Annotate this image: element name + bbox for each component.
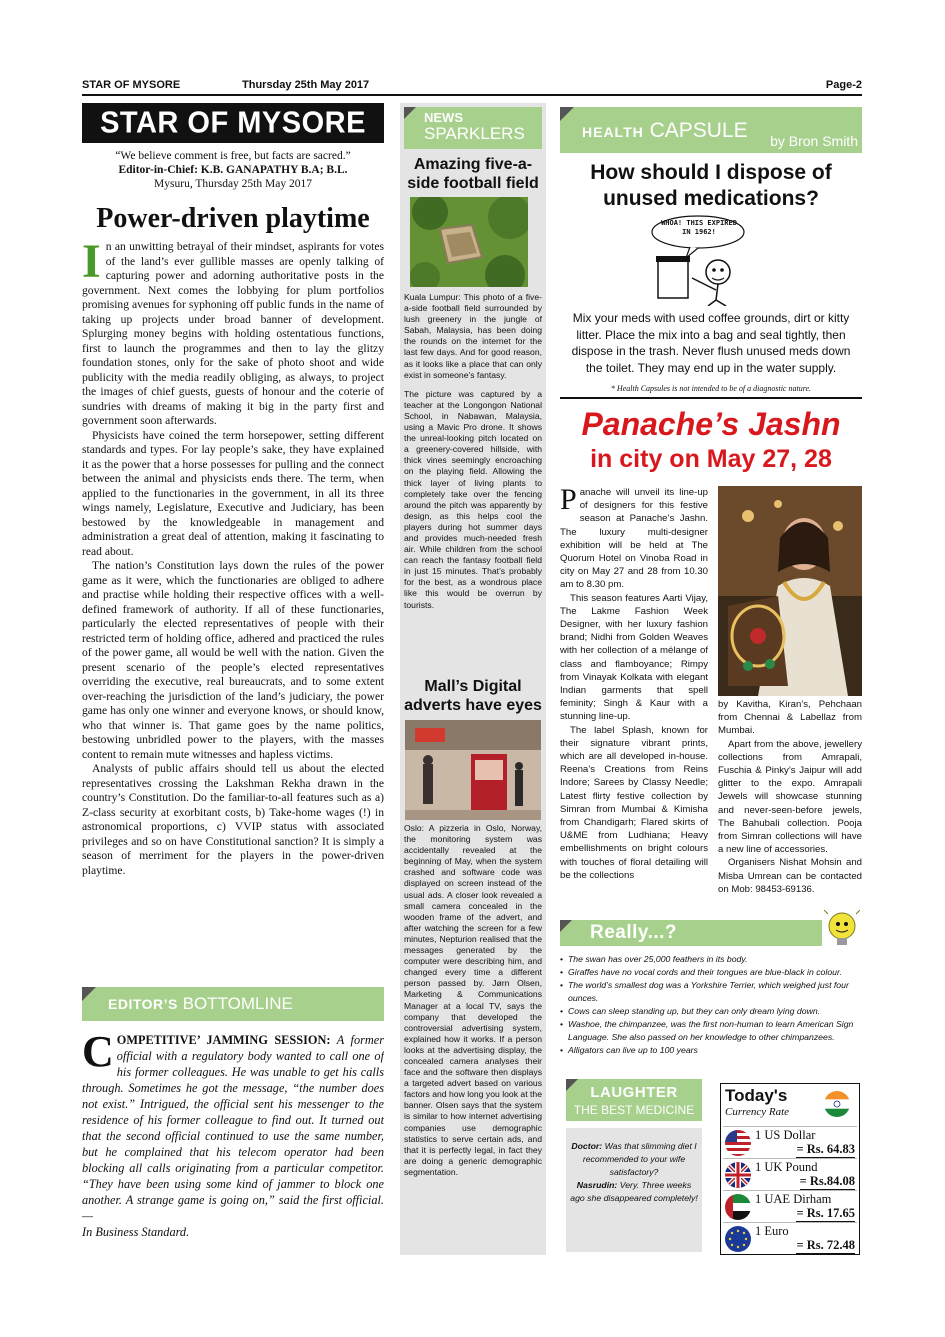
- header-date: Thursday 25th May 2017: [242, 79, 370, 91]
- panache-headline: [560, 405, 862, 475]
- really-ribbon: [560, 920, 822, 946]
- story-paragraph: Kuala Lumpur: This photo of a five-a-side football field surrounded by lush greenery in the jungle of Sabah, Malaysia, has been doing the rounds on the internet for the last few days. And for good reason, as it looks like a place that can only exist in someone’s fantasy.: [404, 292, 542, 380]
- really-label: Really...?: [590, 922, 678, 943]
- panache-body-left: [560, 486, 708, 912]
- panache-paragraph: The label Splash, known for their signature vibrant prints, which are all developed in-house. Reena’s Creations from Reins Indore; Sarees by Classy Needle; Latest flirty festive collection by Simran from Mumbai & Kimisha from Chandigarh; Flared skirts of U&ME from Ludhiana; Heavy embellishments on bright colours with touches of floral detailing will be the collections: [560, 724, 708, 881]
- currency-value: = Rs. 72.48: [796, 1238, 855, 1252]
- currency-value: = Rs. 17.65: [796, 1206, 855, 1220]
- panache-paragraph: Organisers Nishat Mohsin and Misba Umrean can be contacted on Mob: 98453-69136.: [718, 857, 862, 895]
- laughter-ribbon: [566, 1079, 702, 1121]
- rate-row: [723, 1190, 857, 1221]
- currency-value: = Rs. 64.83: [796, 1142, 855, 1156]
- health-label-a: HEALTH: [582, 124, 644, 140]
- panache-paragraph: by Kavitha, Kiran’s, Pehchaan from Chennai & Labellaz from Mumbai.: [718, 699, 862, 737]
- laughter-label-b: THE BEST MEDICINE: [573, 1103, 695, 1117]
- speaker-label: Nasrudin:: [576, 1180, 618, 1190]
- currency-rates-box: [720, 1083, 860, 1255]
- rate-row: [723, 1126, 857, 1157]
- editorial-text: n an unwitting betrayal of their mindset, aspirants for votes of the land’s ever gullible masses are openly talking of capturing power and adorning authoritative posts in the government. Next comes the lobbying for plum portfolios promising avenues for syphoning off public funds in the name of taking up projects under broad banner of development. Splurging money begins with holding ostentatious functions, first to launch the programmes and then to lay the glitzy foundation stones, only for the sake of photo shoot and wide publicity with the media readily obliging, as always, to project the images of chief guests, guests of honour and the coterie of sundries with dreams of making it big in the party first and government soon afterwards.: [82, 240, 384, 427]
- story-body: [404, 823, 542, 1178]
- currency-name: 1 Euro: [755, 1224, 789, 1238]
- india-flag-icon: [823, 1090, 851, 1118]
- currency-name: 1 US Dollar: [755, 1128, 816, 1142]
- bottomline-label-b: BOTTOMLINE: [182, 994, 293, 1013]
- laughter-label-a: LAUGHTER: [590, 1084, 678, 1101]
- masthead: [82, 103, 384, 143]
- story-paragraph: Oslo: A pizzeria in Oslo, Norway, the monitoring system was accidentally revealed at the beginning of May, when the system crashed and software code was displayed on screen instead of the usual ads. A closer look revealed a small camera concealed in the wooden frame of the advert, and after watching the screen for a few minutes, Nepturion realised that the messages generated by the computer were describing him, and changed every time a different person passed by. Jørn Olsen, Marketing & Communications Manager at a local TV, says the company that developed the controversial advertising system, explained how it works. If a person looks at the advertising display, the concealed camera analyses their face and the software then displays a targeted advert based on various factors and how long you look at the banner. Olsen says that the system is similar to how internet advertising companies use demographic statistics to serve certain ads, and that it is perfectly legal, in fact they are doing a generic demographic segmentation.: [404, 823, 542, 1177]
- masthead-title: STAR OF MYSORE: [100, 106, 366, 140]
- bottomline-body: [82, 1032, 384, 1262]
- fact-item: • Giraffes have no vocal cords and their tongues are blue-black in colour.: [560, 966, 862, 979]
- panache-paragraph: [560, 486, 708, 592]
- editorial-paragraph: The nation’s Constitution lays down the rules of the power game as it were, which the functionaries are obliged to adhere and practise while holding their respective offices with a well-defined framework of authority. If all of these functionaries, particularly the elected representatives of people with their restricted term of holding office, adhered and practiced the rules of the power game, all would be well with the nation. Given the present scenario of the people’s elected representatives overriding the executive, real bureaucrats, and to some extent over-reaching the jurisdiction of the land’s judiciary, the power game has only one winner and everyone knows, or should know, who that winner is. That game goes by the name politics, bestowing unbridled power to the players, with the masses content to remain mute witnesses and hapless victims.: [82, 559, 384, 761]
- masthead-info: [82, 149, 384, 191]
- speaker-text: Very. Three weeks ago she disappeared completely!: [570, 1180, 698, 1203]
- rate-row: [723, 1158, 857, 1189]
- fact-item: • Alligators can live up to 100 years: [560, 1044, 862, 1057]
- health-title: How should I dispose of unused medications?: [590, 161, 832, 210]
- uae-flag-icon: [725, 1194, 751, 1220]
- drop-cap: P: [560, 486, 577, 516]
- panache-text: anache will unveil its line-up of designers for this festive season at Panache’s Jashn. The luxury multi-designer exhibition will be held at The Quorum Hotel on Vinoba Road in city on May 27 and 28 from 10.30 am to 8.30 pm.: [560, 487, 708, 591]
- bottomline-text: A former official with a regulatory body wanted to call one of his former colleagues. He was unable to get his calls through. Sometimes he got the message, “the number does not exist.” Intrigued, the official sent his messenger to the residence of his former colleague to find out. It turned out that the second official continued to use the same number, but he complained that his telecom operator had been blocking all calls originating from a particular competitor. “They have been using some kind of jammer to block one another. A strange game is going on,” said the first official. —: [82, 1033, 384, 1223]
- panache-paragraph: This season features Aarti Vijay, The Lakme Fashion Week Designer, with her luxury fashion brand; Nidhi from Golden Weaves with her collection of a mélange of class and flamboyance; Rimpy from Vinayak Kolkata with elegant Indian garments that spell feminity; Singh & Kaur with a stunning line-up.: [560, 592, 708, 723]
- story-title: Amazing five-a-side football field: [407, 156, 539, 192]
- currency-name: 1 UAE Dirham: [755, 1192, 832, 1206]
- cartoon-caption: WHOA! THIS EXPIRED IN 1962!: [661, 219, 737, 236]
- laughter-joke: [566, 1128, 702, 1252]
- eu-flag-icon: [725, 1226, 751, 1252]
- really-facts-list: [560, 953, 862, 1057]
- header-page-number: Page-2: [825, 79, 862, 91]
- editorial-paragraph: Analysts of public affairs should tell us about the elected representatives crossing the Lakshman Rekha drawn in the country’s Constitution. Do the familiar-to-all features such as a) Z-class security at exorbitant costs, b) Take-home wages (!) in astronomical proportions, c) VVIP status with associated privileges and so on have Constitutional sanction? It is simply a season of merriment for the players in the power-driven playtime.: [82, 762, 384, 877]
- story-body: [404, 292, 542, 611]
- pill-bottle-cartoon: [650, 214, 770, 306]
- drop-cap: C: [82, 1032, 114, 1076]
- panache-body-right: [718, 698, 862, 896]
- health-capsule-ribbon: [560, 107, 862, 153]
- health-disclaimer: * Health Capsules is not intended to be of a diagnostic nature.: [560, 384, 862, 399]
- currency-value: = Rs.84.08: [799, 1174, 855, 1188]
- us-flag-icon: [725, 1130, 751, 1156]
- editorial-paragraph: Physicists have coined the term horsepower, setting different standards and types. For lay people’s sake, they have explained it as the power that a horse possesses for pulling and the connect between the animal and physicists ends there. The term, when applied to the functionaries in the government, in all its three wings namely, Legislature, Executive and Judiciary, has been bestowed by the knowledgeable in management and administration a great deal of attention, making it fascinating to read about.: [82, 428, 384, 558]
- health-text: Mix your meds with used coffee grounds, dirt or kitty litter. Place the mix into a bag and seal tightly, then dispose in the trash. Never flush unused meds down the toilet. They may end up in the water supply.: [571, 311, 851, 375]
- header-paper-name: STAR OF MYSORE: [82, 79, 181, 91]
- editorial-title: Power-driven playtime: [96, 203, 370, 234]
- uk-flag-icon: [725, 1162, 751, 1188]
- speaker-text: Was that slimming diet I recommended to your wife satisfactory?: [582, 1141, 697, 1177]
- panache-paragraph: Apart from the above, jewellery collections from Amrapali, Fuschia & Pinky’s Jaipur will add glitter to the expo. Amrapali Jewels will showcase stunning and never-seen-before jewels, The Bahubali collection. Pooja from Simran collections will have a new line of accessories.: [718, 738, 862, 856]
- model-photo: [718, 486, 862, 696]
- rate-row: [723, 1222, 857, 1253]
- fact-item: • Washoe, the chimpanzee, was the first non-human to learn American Sign Language. She also passed on her knowledge to other chimpanzees.: [560, 1018, 862, 1044]
- panache-title-line2: in city on May 27, 28: [590, 445, 832, 473]
- story-paragraph: The picture was captured by a teacher at the Longongon National School, in Nabawan, Malaysia, using a Mavic Pro drone. It shows the unreal-looking pitch located on a greenery-covered hillside, with thick vines seemingly encroaching on the playing field. Allowing the thick layer of living plants to completely take over the fencing around the pitch was apparently by design, as this helps cool the players during hot summer days and provides much-needed fresh air. While children from the school can reach the fantasy football field in just 15 minutes. That’s probably for the best, as a wondrous place like this would be overrun by tourists.: [404, 388, 542, 610]
- bottomline-ribbon: [82, 987, 384, 1021]
- health-byline: by Bron Smith: [770, 133, 858, 149]
- fact-item: • Cows can sleep standing up, but they can only dream lying down.: [560, 1005, 862, 1018]
- health-label-b: CAPSULE: [649, 119, 748, 142]
- panache-title-line1: Panache’s Jashn: [581, 406, 841, 442]
- story-title: Mall’s Digital adverts have eyes: [404, 678, 542, 714]
- dateline: Mysuru, Thursday 25th May 2017: [154, 178, 312, 190]
- news-ribbon: [404, 107, 542, 149]
- speaker-label: Doctor:: [571, 1141, 603, 1151]
- fact-item: • The swan has over 25,000 feathers in its body.: [560, 953, 862, 966]
- editorial-paragraph: [82, 240, 384, 429]
- drop-cap: I: [82, 240, 101, 288]
- rates-title: Today's: [725, 1086, 788, 1105]
- rates-subtitle: Currency Rate: [725, 1106, 790, 1118]
- news-label-a: NEWS: [424, 110, 463, 125]
- football-field-photo: [410, 197, 528, 287]
- lightbulb-icon: [822, 910, 860, 952]
- news-label-b: SPARKLERS: [424, 124, 525, 143]
- editor-line: Editor-in-Chief: K.B. GANAPATHY B.A; B.L.: [118, 164, 348, 176]
- joke-line: [570, 1140, 698, 1179]
- editorial-body: [82, 240, 384, 980]
- motto: “We believe comment is free, but facts are sacred.”: [115, 150, 351, 162]
- fact-item: • The world’s smallest dog was a Yorkshire Terrier, which weighed just four ounces.: [560, 979, 862, 1005]
- bottomline-source: In Business Standard.: [82, 1225, 190, 1239]
- bottomline-lead: OMPETITIVE’ JAMMING SESSION:: [116, 1033, 331, 1047]
- currency-name: 1 UK Pound: [755, 1160, 818, 1174]
- mall-advert-photo: [405, 720, 541, 820]
- bottomline-label-a: EDITOR’S: [108, 996, 178, 1012]
- page-header: [82, 76, 862, 96]
- joke-line: [570, 1179, 698, 1205]
